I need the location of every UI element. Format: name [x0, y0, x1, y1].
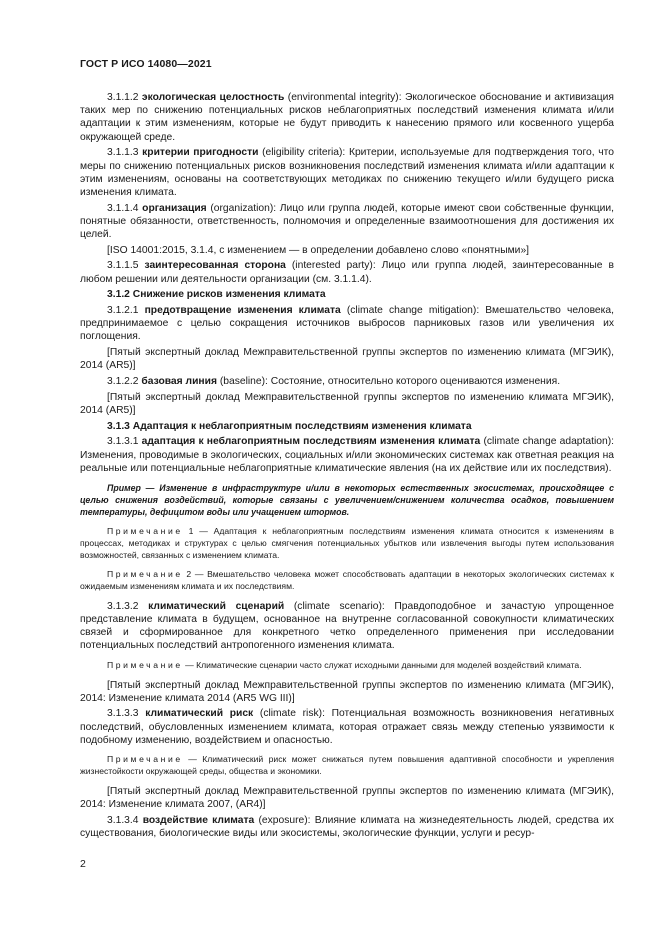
note-1: Примечание 1 — Адаптация к неблагоприятным последствиям изменения климата относится к изменениям в процессах, методиках и структурах с целью смягчения потенциальных убытков или извлечения выгоды путем использования возможностей, связанных с изменением климата. [80, 526, 614, 561]
page-header: ГОСТ Р ИСО 14080—2021 [80, 58, 212, 70]
definition-3-1-1-4: 3.1.1.4 организация (organization): Лицо или группа людей, которые имеют свои собственные функции, понятные обязанности, ответственность, полномочия и определенные взаимоотношения для достижения их целей. [80, 202, 614, 241]
section-heading-3-1-2: 3.1.2 Снижение рисков изменения климата [107, 289, 326, 301]
definition-3-1-1-5: 3.1.1.5 заинтересованная сторона (interested party): Лицо или группа людей, заинтересованные в любом решении или деятельности организации (см. 3.1.1.4). [80, 260, 614, 285]
definition-3-1-3-4: 3.1.3.4 воздействие климата (exposure): Влияние климата на жизнедеятельность людей, средства их существования, биологические виды или экосистемы, экологические функции, услуги и ресур- [80, 814, 614, 839]
note-climate-scenario: Примечание — Климатические сценарии часто служат исходными данными для моделей воздействий климата. [107, 659, 582, 670]
source-reference: [Пятый экспертный доклад Межправительственной группы экспертов по изменению климата (МГЭИК), 2014 (AR5)] [80, 347, 614, 372]
definition-3-1-2-2: 3.1.2.2 базовая линия (baseline): Состояние, относительно которого оцениваются изменения. [107, 376, 561, 388]
example-block: Пример — Изменение в инфраструктуре и/или в некоторых естественных экосистемах, происходящее с целью снижения воздействий, которые связаны с увеличением/снижением количества осадков, повышением температуры, дефицитом воды или учащением штормов. [80, 482, 614, 518]
definition-3-1-3-1: 3.1.3.1 адаптация к неблагоприятным последствиям изменения климата (climate change adaptation): Изменения, проводимые в экологических, социальных и/или экономических системах как ответная реакция на реальные или потенциальные неблагоприятные климатические явления (на их действие или их последствия). [80, 436, 614, 474]
document-body [80, 91, 614, 843]
definition-3-1-3-3: 3.1.3.3 климатический риск (climate risk): Потенциальная возможность возникновения негативных последствий, обусловленных изменением климата, которая отражает связь между степенью уязвимости к подобному изменению, воздействием и опасностью. [80, 708, 614, 746]
definition-3-1-3-2: 3.1.3.2 климатический сценарий (climate scenario): Правдоподобное и зачастую упрощенное представление климата в будущем, основанное на внутренне согласованной совокупности климатических связей и сформированное для конкретного четко определенного применения при исследовании потенциальных последствий антропогенного изменения климата. [80, 600, 614, 652]
source-reference: [Пятый экспертный доклад Межправительственной группы экспертов по изменению климата МГЭИК), 2014 (AR5)] [80, 391, 614, 416]
source-reference: [Пятый экспертный доклад Межправительственной группы экспертов по изменению климата (МГЭИК), 2014: Изменение климата 2007, (AR4)] [80, 785, 614, 811]
definition-3-1-2-1: 3.1.2.1 предотвращение изменения климата (climate change mitigation): Вмешательство человека, предпринимаемое с целью сокращения источников выбросов парниковых газов или увеличения их поглощения. [80, 305, 614, 343]
note-2: Примечание 2 — Вмешательство человека может способствовать адаптации в некоторых экологических системах к ожидаемым изменениям климата и их последствиям. [80, 568, 614, 591]
page-number: 2 [80, 858, 86, 870]
definition-3-1-1-3: 3.1.1.3 критерии пригодности (eligibility criteria): Критерии, используемые для подтверждения того, что меры по снижению потенциальных рисков возникновения последствий изменения климата и/или адаптации к этим изменениям, основаны на соответствующих методиках по снижению текущего и/или будущего риска изменения климата. [80, 147, 614, 198]
section-heading-3-1-3: 3.1.3 Адаптация к неблагоприятным последствиям изменения климата [107, 420, 472, 432]
definition-3-1-1-2: 3.1.1.2 экологическая целостность (environmental integrity): Экологическое обоснование и активизация таких мер по снижению потенциальных рисков неблагоприятных последствий изменения климата и/или адаптации к этим изменениям, которые не будут приводить к нанесению прямого или косвенного ущерба окружающей среде. [80, 92, 614, 143]
source-reference: [ISO 14001:2015, 3.1.4, с изменением — в определении добавлено слово «понятными»] [107, 244, 530, 256]
source-reference: [Пятый экспертный доклад Межправительственной группы экспертов по изменению климата (МГЭИК), 2014: Изменение климата 2014 (AR5 WG III)] [80, 679, 614, 704]
note-climate-risk: Примечание — Климатический риск может снижаться путем повышения адаптивной способности и укрепления жизнестойкости окружающей среды, общества и экономики. [80, 754, 614, 776]
